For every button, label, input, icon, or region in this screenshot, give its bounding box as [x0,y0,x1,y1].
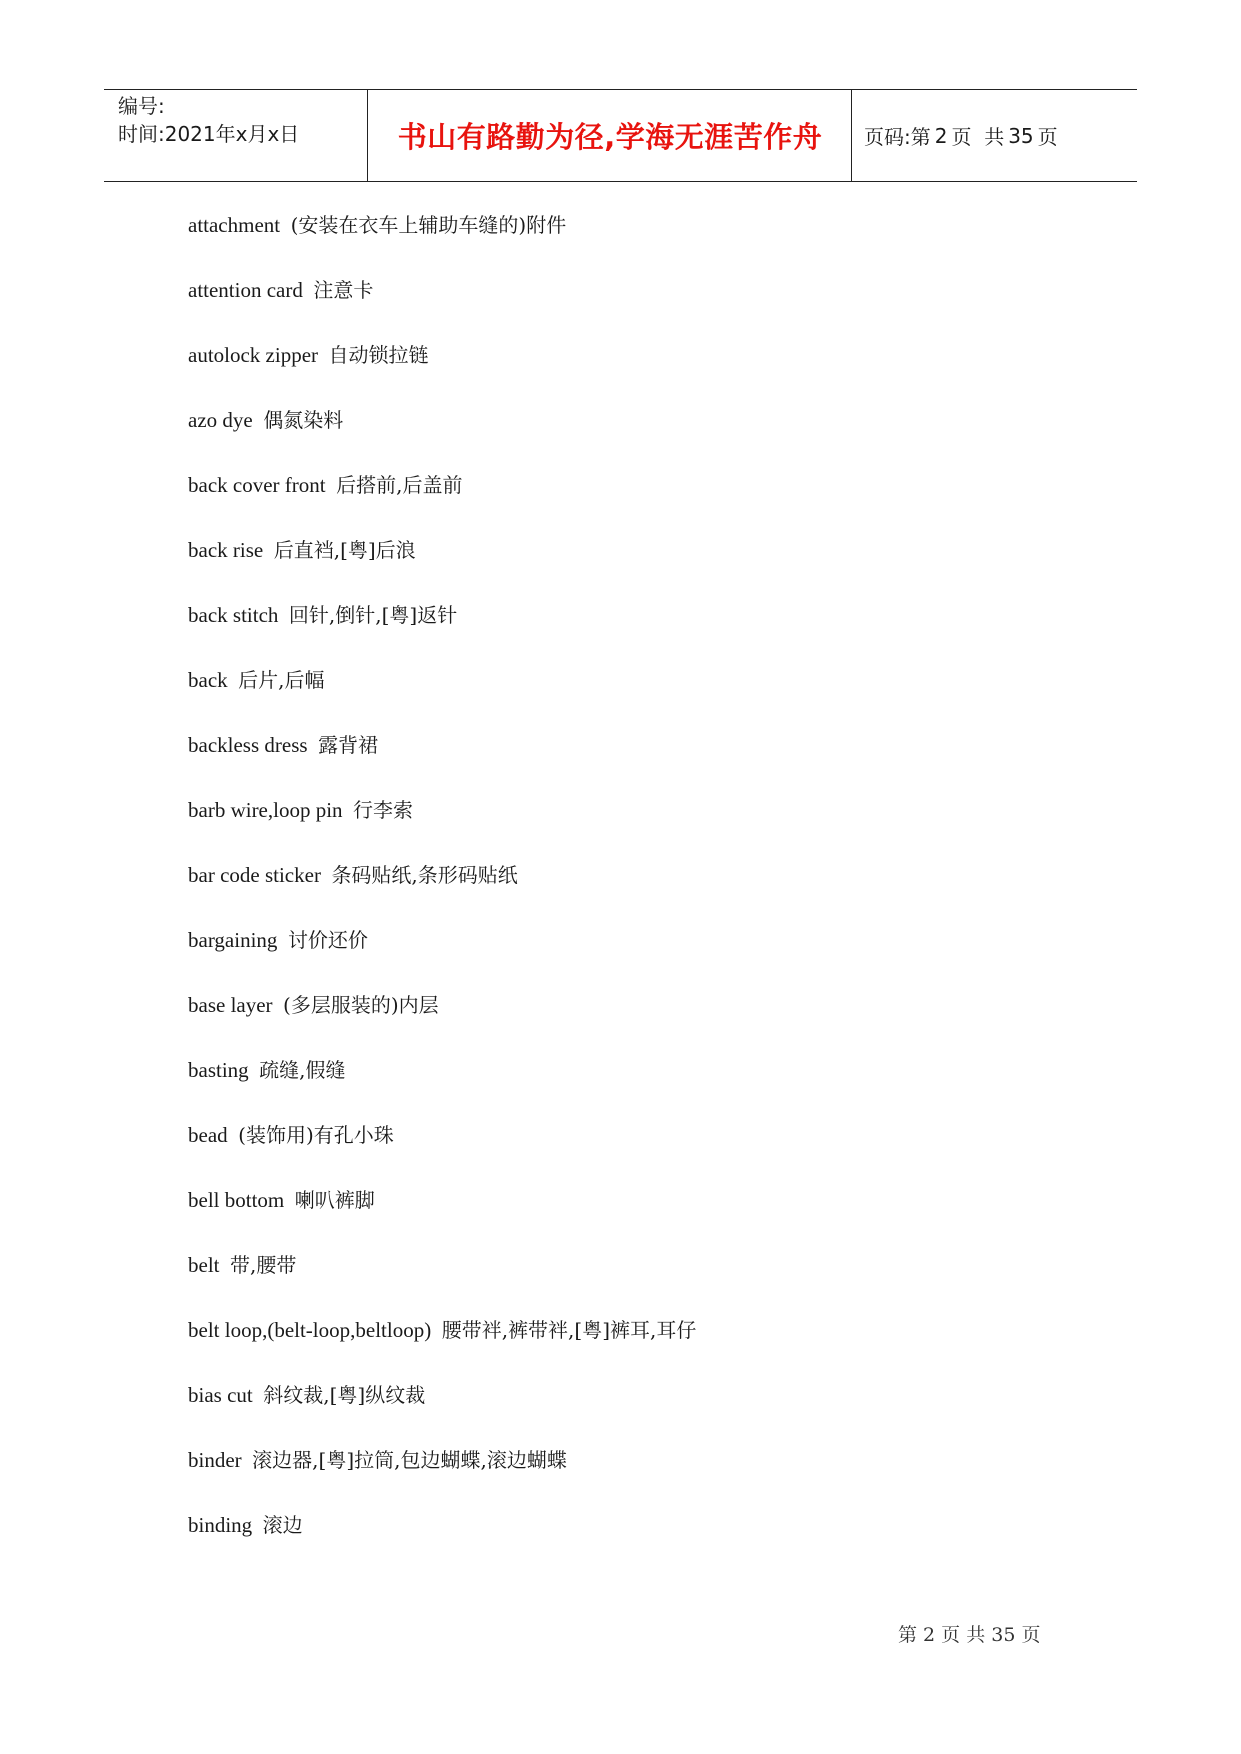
entry-definition: 滚边 [262,1513,303,1537]
glossary-entry [188,1510,696,1575]
page-label-prefix: 页码:第 [864,125,931,149]
glossary-entry [188,990,696,1055]
entry-definition: 条码贴纸,条形码贴纸 [331,863,518,887]
entry-term: backless dress [188,733,308,757]
glossary-entry [188,1120,696,1185]
entry-term: bar code sticker [188,863,321,887]
entry-definition: 带,腰带 [230,1253,297,1277]
entry-definition: 讨价还价 [287,928,368,952]
glossary-entry [188,210,696,275]
entry-term: autolock zipper [188,343,319,367]
entry-definition: 后直裆,[粤]后浪 [273,538,416,562]
glossary-entry [188,470,696,535]
entry-definition: 后片,后幅 [238,668,325,692]
glossary-entry [188,925,696,990]
glossary-entry [188,600,696,665]
page-label-suffix: 页 [1037,125,1058,149]
header-info [118,92,358,148]
entry-term: base layer [188,993,273,1017]
entry-definition: 自动锁拉链 [328,343,429,367]
date-label: 时间:2021年x月x日 [118,122,300,146]
page-label-mid: 页 共 [951,125,1005,149]
entry-term: basting [188,1058,249,1082]
header-motto: 书山有路勤为径,学海无涯苦作舟 [397,120,823,154]
page-footer: 第 2 页 共 35 页 [898,1624,1041,1646]
page-total: 35 [1008,123,1034,148]
glossary-entry [188,1445,696,1510]
glossary-entry [188,1185,696,1250]
entry-definition: 腰带袢,裤带袢,[粤]裤耳,耳仔 [441,1318,697,1342]
entry-term: attachment [188,213,281,237]
page-current: 2 [934,123,948,148]
entry-definition: 喇叭裤脚 [294,1188,375,1212]
entry-term: bell bottom [188,1188,285,1212]
entry-term: back cover front [188,473,326,497]
entry-term: bargaining [188,928,278,952]
entry-definition: 疏缝,假缝 [259,1058,346,1082]
glossary-entry [188,1055,696,1120]
glossary-entry [188,1315,696,1380]
glossary-entry [188,535,696,600]
entry-term: bias cut [188,1383,253,1407]
entry-term: binder [188,1448,242,1472]
glossary-entry [188,275,696,340]
glossary-entry [188,795,696,860]
entry-term: attention card [188,278,303,302]
glossary-entry [188,665,696,730]
entry-definition: 斜纹裁,[粤]纵纹裁 [263,1383,426,1407]
glossary-entry [188,730,696,795]
entry-term: azo dye [188,408,253,432]
entry-definition: 注意卡 [313,278,374,302]
number-label: 编号: [118,94,165,118]
entry-term: binding [188,1513,253,1537]
header-divider-left [367,90,368,181]
entry-term: back stitch [188,603,279,627]
entry-definition: 滚边器,[粤]拉筒,包边蝴蝶,滚边蝴蝶 [252,1448,567,1472]
page-header [104,89,1137,182]
entry-term: bead [188,1123,228,1147]
glossary-entry [188,340,696,405]
entry-term: barb wire,loop pin [188,798,343,822]
entry-definition: (安装在衣车上辅助车缝的)附件 [290,213,567,237]
entry-term: belt loop,(belt-loop,beltloop) [188,1318,432,1342]
glossary-entry [188,860,696,925]
header-divider-right [851,90,852,181]
glossary-entry [188,405,696,470]
glossary-entry [188,1380,696,1445]
entry-definition: (多层服装的)内层 [283,993,439,1017]
entry-definition: 行李索 [353,798,414,822]
entry-definition: 偶氮染料 [263,408,344,432]
header-page-number [864,90,1058,181]
entry-definition: 露背裙 [318,733,379,757]
entry-definition: 后搭前,后盖前 [336,473,463,497]
entry-definition: 回针,倒针,[粤]返针 [288,603,458,627]
entry-term: back [188,668,228,692]
entry-definition: (装饰用)有孔小珠 [238,1123,394,1147]
entry-term: belt [188,1253,220,1277]
entry-term: back rise [188,538,264,562]
glossary-entry [188,1250,696,1315]
glossary-list [188,210,696,1575]
